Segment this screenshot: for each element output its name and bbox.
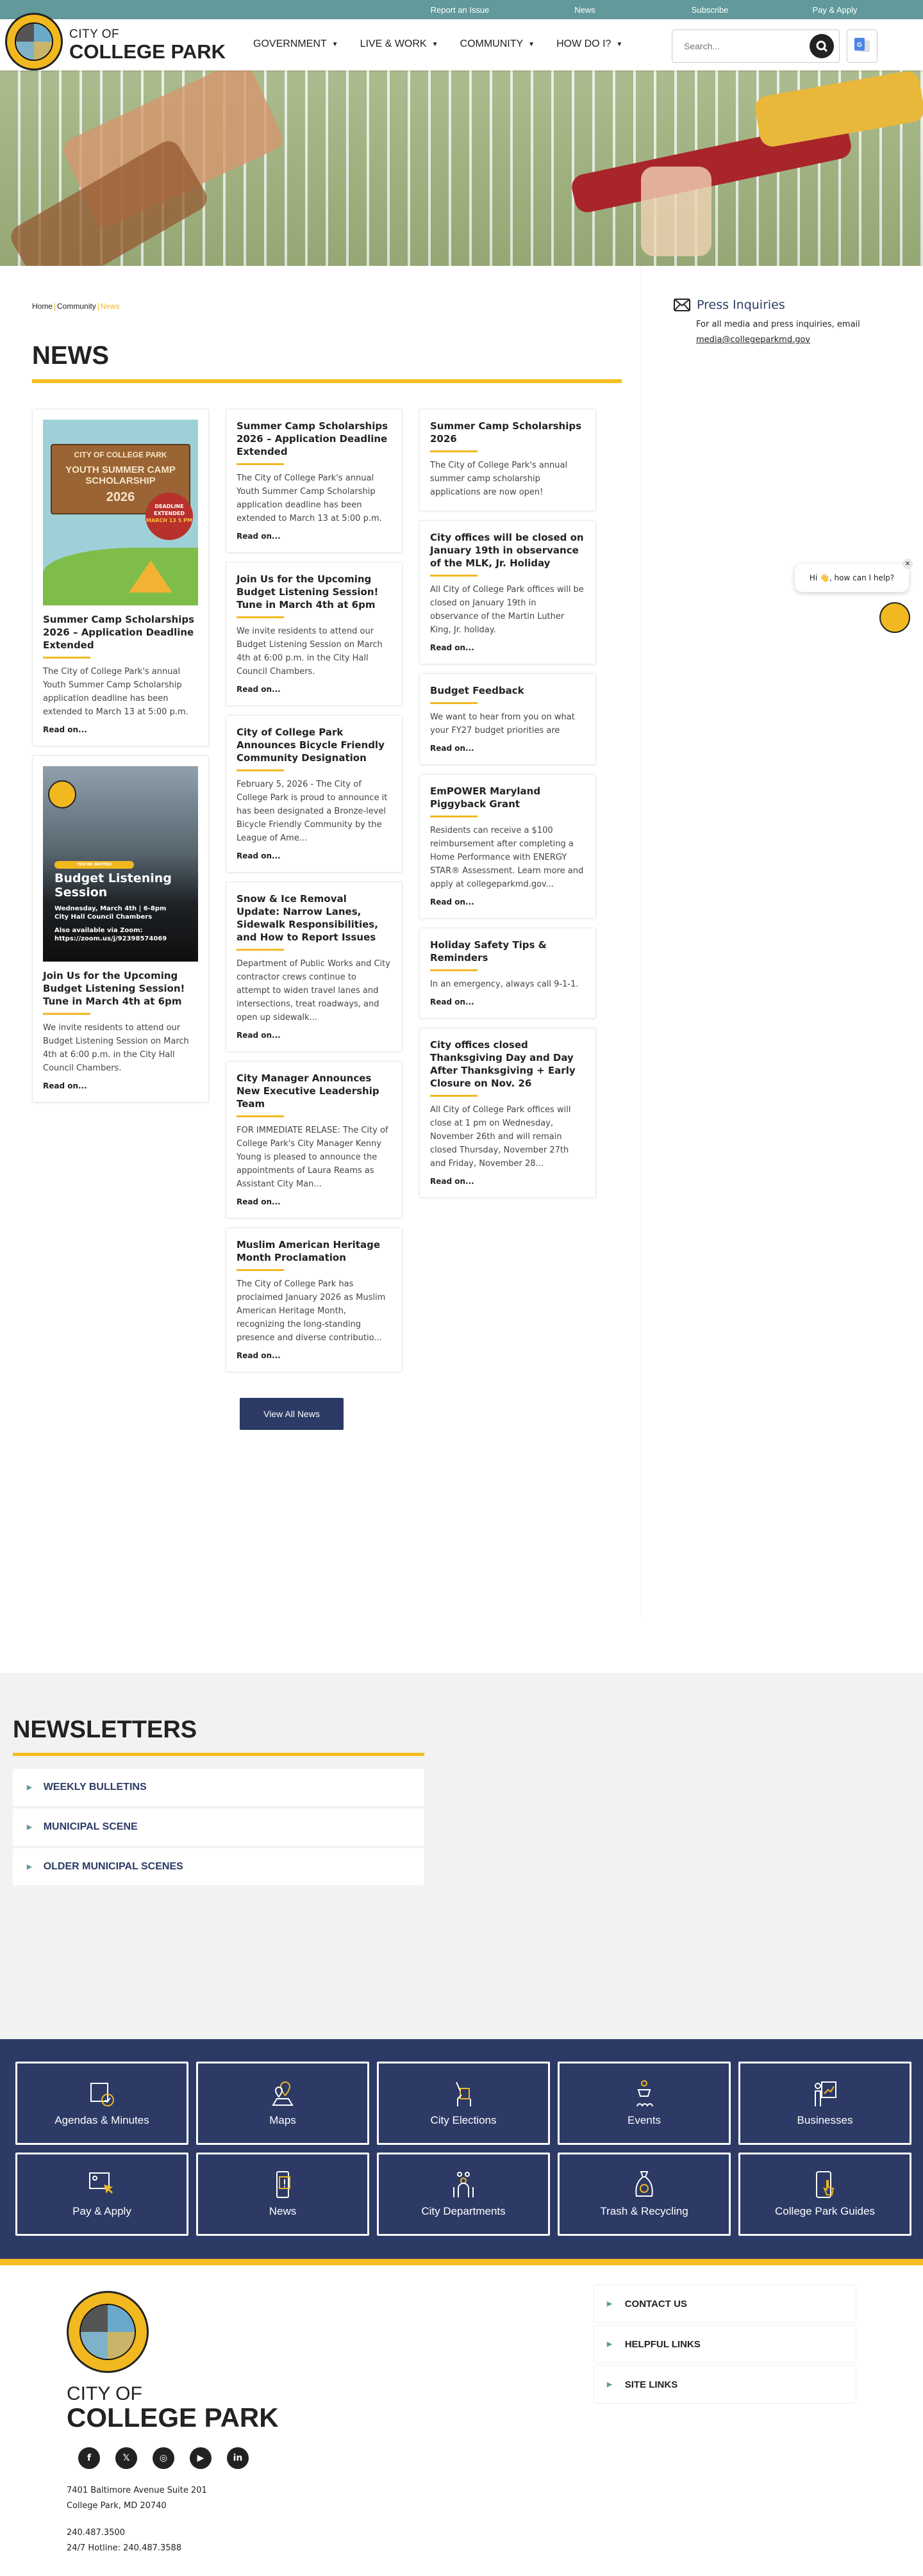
news-card-excerpt: The City of College Park's annual Youth Summer Camp Scholarship application deadline has been extended to March 13 at 5:00 p.m. (43, 667, 188, 717)
image-text: 2026 (106, 490, 135, 504)
image-text: Wednesday, March 4th | 6-8pm (54, 905, 167, 912)
city-seal-logo[interactable] (5, 13, 63, 70)
news-column-1 (32, 409, 209, 1103)
nav-label: LIVE & WORK (360, 38, 427, 49)
accordion-label: WEEKLY BULLETINS (43, 1782, 147, 1793)
news-card[interactable] (419, 673, 596, 765)
title-accent (430, 1095, 478, 1097)
address-line2: College Park, MD 20740 (67, 2501, 167, 2511)
nav-community[interactable] (460, 38, 535, 50)
caret-right-icon: ▶ (607, 2340, 612, 2348)
accordion-label: OLDER MUNICIPAL SCENES (43, 1861, 183, 1872)
utility-bar (0, 0, 923, 19)
news-card-title[interactable]: Summer Camp Scholarships 2026 – Application Deadline Extended (43, 614, 195, 651)
view-all-news-button[interactable]: View All News (240, 1398, 344, 1430)
read-on-link[interactable]: Read on... (237, 1197, 281, 1206)
caret-right-icon: ▶ (27, 1823, 32, 1831)
footer-brand (67, 2291, 279, 2554)
news-card-excerpt: We want to hear from you on what your FY27 budget priorities are (430, 712, 575, 735)
read-on-link[interactable]: Read on... (43, 1081, 87, 1090)
pay-apply-link[interactable]: Pay & Apply (812, 4, 858, 15)
people-group-icon (449, 2170, 478, 2199)
breadcrumb-community[interactable]: Community (57, 302, 96, 311)
brand-line2: COLLEGE PARK (69, 40, 226, 63)
footer-wordmark (67, 2384, 279, 2432)
news-card-title[interactable]: Join Us for the Upcoming Budget Listening Session! Tune in March 4th at 6pm (237, 573, 379, 611)
read-on-link[interactable]: Read on... (237, 851, 281, 860)
footer-contact (67, 2483, 279, 2556)
quick-link-businesses[interactable] (738, 2062, 911, 2145)
chat-greeting-bubble[interactable] (795, 560, 911, 592)
title-accent (237, 949, 284, 951)
title-underline (13, 1753, 424, 1756)
tile-label: News (269, 2205, 297, 2217)
accordion-helpful-links[interactable] (594, 2325, 856, 2363)
title-accent (237, 1269, 284, 1271)
news-card-excerpt: FOR IMMEDIATE RELASE: The City of College Park's City Manager Kenny Young is pleased to announce the appointments of Laura Reams as Assistant City Man... (237, 1126, 388, 1189)
page-title: NEWS (32, 341, 109, 370)
news-card[interactable] (419, 520, 596, 664)
newsletters-section (0, 1673, 923, 2039)
read-on-link[interactable]: Read on... (237, 532, 281, 541)
news-card-excerpt: Department of Public Works and City contractor crews continue to attempt to widen travel lanes and intersections, treat roadways, and open up sidewalk... (237, 959, 390, 1022)
close-icon[interactable]: ✕ (902, 559, 913, 569)
accordion-weekly-bulletins[interactable] (13, 1769, 424, 1806)
site-header (0, 19, 923, 70)
map-pin-icon (268, 2080, 297, 2108)
news-card-excerpt: Residents can receive a $100 reimbursement after completing a Home Performance with ENERGY STAR® Assessment. Learn more and apply at collegeparkmd.gov... (430, 826, 584, 889)
press-title: Press Inquiries (697, 298, 785, 312)
newsletters-title: NEWSLETTERS (13, 1716, 197, 1743)
news-grid (32, 409, 622, 1372)
news-card[interactable] (226, 715, 403, 873)
news-card[interactable] (419, 409, 596, 511)
news-card-excerpt: February 5, 2026 - The City of College Park is proud to announce it has been designated a Bronze-level Bicycle Friendly Community by the League of Ame... (237, 780, 388, 843)
tile-label: Businesses (797, 2114, 853, 2126)
caret-right-icon: ▶ (27, 1863, 32, 1871)
summer-camp-image (43, 420, 198, 605)
press-heading (674, 298, 923, 312)
image-text: Also available via Zoom: (54, 927, 143, 934)
hero-banner-image (0, 70, 923, 266)
title-accent (43, 657, 90, 659)
chatbot-launcher[interactable] (879, 602, 910, 633)
news-link[interactable]: News (574, 4, 595, 15)
quick-link-trash-recycling[interactable] (558, 2153, 731, 2236)
news-card[interactable] (226, 1227, 403, 1372)
accordion-label: SITE LINKS (624, 2379, 678, 2390)
quick-link-events[interactable] (558, 2062, 731, 2145)
breadcrumb-home[interactable]: Home (32, 302, 53, 311)
x-twitter-icon[interactable]: 𝕏 (115, 2447, 137, 2469)
social-links (78, 2447, 279, 2469)
search-box (672, 29, 840, 63)
news-card-title[interactable]: Summer Camp Scholarships 2026 – Application Deadline Extended (237, 420, 388, 457)
instagram-icon[interactable]: ◎ (153, 2447, 174, 2469)
nav-label: HOW DO I? (556, 38, 611, 49)
read-on-link[interactable]: Read on... (237, 685, 281, 694)
news-card[interactable] (226, 1061, 403, 1218)
press-description: For all media and press inquiries, email (696, 320, 860, 329)
title-accent (237, 616, 284, 618)
news-card-excerpt: We invite residents to attend our Budget Listening Session on March 4th at 6:00 p.m. in the City Hall Council Chambers. (237, 627, 383, 677)
title-accent (430, 969, 478, 971)
chat-greeting-text: Hi 👋, how can I help? (809, 573, 895, 582)
phone-number[interactable]: 240.487.3500 (67, 2528, 125, 2538)
search-icon (815, 39, 829, 53)
youtube-icon[interactable]: ▶ (190, 2447, 212, 2469)
quick-link-city-departments[interactable] (377, 2153, 550, 2236)
news-card-excerpt: All City of College Park offices will be closed on January 19th in observance of the Martin Luther King, Jr. holiday. (430, 585, 584, 635)
accordion-site-links[interactable] (594, 2365, 856, 2404)
read-on-link[interactable]: Read on... (430, 744, 474, 753)
caret-right-icon: ▶ (27, 1784, 32, 1791)
footer-brand-line2: COLLEGE PARK (67, 2402, 279, 2432)
press-text (696, 317, 923, 348)
news-card[interactable] (419, 774, 596, 919)
accordion-contact-us[interactable] (594, 2285, 856, 2323)
report-issue-link[interactable]: Report an Issue (430, 4, 490, 15)
news-card-title[interactable]: Budget Feedback (430, 685, 524, 696)
image-text: https://zoom.us/j/92398574069 (54, 935, 167, 942)
tile-label: City Departments (421, 2205, 506, 2217)
news-card[interactable] (226, 882, 403, 1052)
news-card-title[interactable]: Snow & Ice Removal Update: Narrow Lanes, Sidewalk Responsibilities, and How to Report Issues (237, 893, 378, 943)
title-accent (430, 575, 478, 577)
news-card-title[interactable]: Holiday Safety Tips & Reminders (430, 939, 547, 964)
calendar-check-icon (87, 2080, 117, 2108)
chevron-down-icon: ▼ (616, 40, 623, 48)
tile-label: Pay & Apply (72, 2205, 131, 2217)
nav-label: COMMUNITY (460, 38, 524, 49)
news-card-title[interactable]: Join Us for the Upcoming Budget Listening Session! Tune in March 4th at 6pm (43, 970, 185, 1007)
translate-button[interactable] (847, 29, 877, 63)
sidebar (641, 266, 923, 1618)
quick-link-maps[interactable] (196, 2062, 369, 2145)
read-on-link[interactable]: Read on... (430, 898, 474, 907)
caret-right-icon: ▶ (607, 2300, 612, 2308)
news-card-excerpt: The City of College Park's annual summer camp scholarship applications are now open! (430, 461, 568, 497)
facebook-icon[interactable]: f (78, 2447, 100, 2469)
accordion-older-municipal-scenes[interactable] (13, 1848, 424, 1885)
breadcrumb-current: News (100, 302, 120, 311)
accordion-label: CONTACT US (624, 2298, 687, 2309)
image-text: YOU'RE INVITED (54, 861, 134, 869)
subscribe-link[interactable]: Subscribe (691, 4, 729, 15)
nav-live-work[interactable] (360, 38, 438, 50)
accordion-municipal-scene[interactable] (13, 1809, 424, 1846)
footer-brand-line1: CITY OF (67, 2383, 142, 2404)
title-accent (237, 769, 284, 771)
news-card[interactable] (419, 928, 596, 1019)
chevron-down-icon: ▼ (431, 40, 438, 48)
footer-accordion (594, 2285, 856, 2404)
news-card-title[interactable]: Muslim American Heritage Month Proclamation (237, 1239, 381, 1263)
budget-session-image (43, 766, 198, 962)
tile-label: College Park Guides (775, 2205, 875, 2217)
news-card[interactable] (226, 409, 403, 553)
footer-city-seal (67, 2291, 149, 2373)
read-on-link[interactable]: Read on... (237, 1351, 281, 1360)
address-line1: 7401 Baltimore Avenue Suite 201 (67, 2486, 207, 2496)
news-column-3 (419, 409, 596, 1198)
nav-how-do-i[interactable] (556, 38, 622, 50)
tile-label: Maps (269, 2114, 296, 2126)
read-on-link[interactable]: Read on... (430, 1177, 474, 1186)
tile-label: Trash & Recycling (600, 2205, 688, 2217)
tile-label: Events (628, 2114, 661, 2126)
quick-link-news[interactable] (196, 2153, 369, 2236)
title-accent (237, 463, 284, 465)
hotline-number[interactable]: 24/7 Hotline: 240.487.3588 (67, 2543, 182, 2554)
image-text: Budget Listening Session (54, 871, 172, 899)
google-translate-icon (853, 37, 871, 56)
title-accent (430, 450, 478, 452)
tile-label: City Elections (430, 2114, 497, 2126)
tile-label: Agendas & Minutes (54, 2114, 149, 2126)
news-card-title[interactable]: EmPOWER Maryland Piggyback Grant (430, 785, 541, 810)
news-card-excerpt: All City of College Park offices will close at 1 pm on Wednesday, November 26th and will remain closed Thursday, November 27th and Friday, November 28... (430, 1105, 571, 1169)
brand-logo[interactable] (69, 28, 226, 62)
chevron-down-icon: ▼ (528, 40, 535, 48)
news-card-title[interactable]: City offices will be closed on January 19th in observance of the MLK, Jr. Holiday (430, 532, 584, 569)
newsletters-accordion (13, 1769, 424, 1885)
quick-links (0, 2039, 923, 2265)
accordion-label: MUNICIPAL SCENE (43, 1821, 138, 1832)
news-card-title[interactable]: City Manager Announces New Executive Leadership Team (237, 1072, 379, 1110)
news-card[interactable] (32, 755, 209, 1103)
badge-text: MARCH 13 5 PM (146, 518, 192, 523)
press-email-link[interactable]: media@collegeparkmd.gov (696, 335, 811, 345)
image-text: SCHOLARSHIP (85, 475, 156, 486)
news-card-excerpt: We invite residents to attend our Budget Listening Session on March 4th at 6:00 p.m. in the City Hall Council Chambers. (43, 1023, 189, 1073)
quick-link-city-elections[interactable] (377, 2062, 550, 2145)
site-footer (0, 2265, 923, 2576)
chevron-down-icon: ▼ (331, 40, 338, 48)
main-content (0, 266, 641, 1618)
news-card-title[interactable]: Summer Camp Scholarships 2026 (430, 420, 582, 445)
search-button[interactable] (810, 34, 834, 58)
title-accent (430, 816, 478, 817)
podium-audience-icon (629, 2080, 659, 2108)
ballot-icon (449, 2080, 478, 2108)
caret-right-icon: ▶ (607, 2381, 612, 2388)
news-card-excerpt: The City of College Park's annual Youth Summer Camp Scholarship application deadline has been extended to March 13 at 5:00 p.m. (237, 473, 382, 523)
read-on-link[interactable]: Read on... (237, 1031, 281, 1040)
news-card-title[interactable]: City offices closed Thanksgiving Day and Day After Thanksgiving + Early Closure on Nov. 26 (430, 1039, 576, 1089)
press-inquiries (674, 298, 923, 348)
title-accent (430, 702, 478, 704)
title-accent (43, 1013, 90, 1015)
news-card[interactable] (419, 1028, 596, 1198)
main-nav (253, 38, 622, 50)
payment-click-icon (87, 2170, 117, 2199)
news-card-excerpt: In an emergency, always call 9-1-1. (430, 980, 579, 989)
phone-alert-icon (268, 2170, 297, 2199)
badge-text: DEADLINE EXTENDED (154, 504, 185, 516)
read-on-link[interactable]: Read on... (430, 643, 474, 652)
news-card-excerpt: The City of College Park has proclaimed January 2026 as Muslim American Heritage Month, recognizing the long-standing presence and diverse contributio... (237, 1279, 386, 1343)
read-on-link[interactable]: Read on... (430, 997, 474, 1006)
recycle-bag-icon (629, 2170, 659, 2199)
title-accent (237, 1115, 284, 1117)
news-card[interactable] (226, 562, 403, 706)
breadcrumb (32, 302, 622, 311)
news-column-2 (226, 409, 403, 1372)
presentation-chart-icon (810, 2080, 840, 2108)
image-text: YOUTH SUMMER CAMP (65, 464, 176, 475)
brand-line1: CITY OF (69, 28, 120, 41)
linkedin-icon[interactable]: in (227, 2447, 249, 2469)
nav-government[interactable] (253, 38, 338, 50)
search-input[interactable] (684, 41, 810, 51)
news-card-title[interactable]: City of College Park Announces Bicycle Friendly Community Designation (237, 726, 385, 764)
read-on-link[interactable]: Read on... (43, 725, 87, 734)
quick-link-pay-apply[interactable] (15, 2153, 188, 2236)
image-text: CITY OF COLLEGE PARK (74, 450, 167, 459)
quick-link-agendas[interactable] (15, 2062, 188, 2145)
accordion-label: HELPFUL LINKS (624, 2338, 701, 2350)
news-card[interactable] (32, 409, 209, 746)
svg-text:G: G (857, 42, 862, 49)
title-underline (32, 379, 622, 383)
envelope-icon (674, 299, 690, 311)
image-text: City Hall Council Chambers (54, 914, 153, 921)
quick-link-college-park-guides[interactable] (738, 2153, 911, 2236)
tablet-tap-icon (810, 2170, 840, 2199)
nav-label: GOVERNMENT (253, 38, 327, 49)
